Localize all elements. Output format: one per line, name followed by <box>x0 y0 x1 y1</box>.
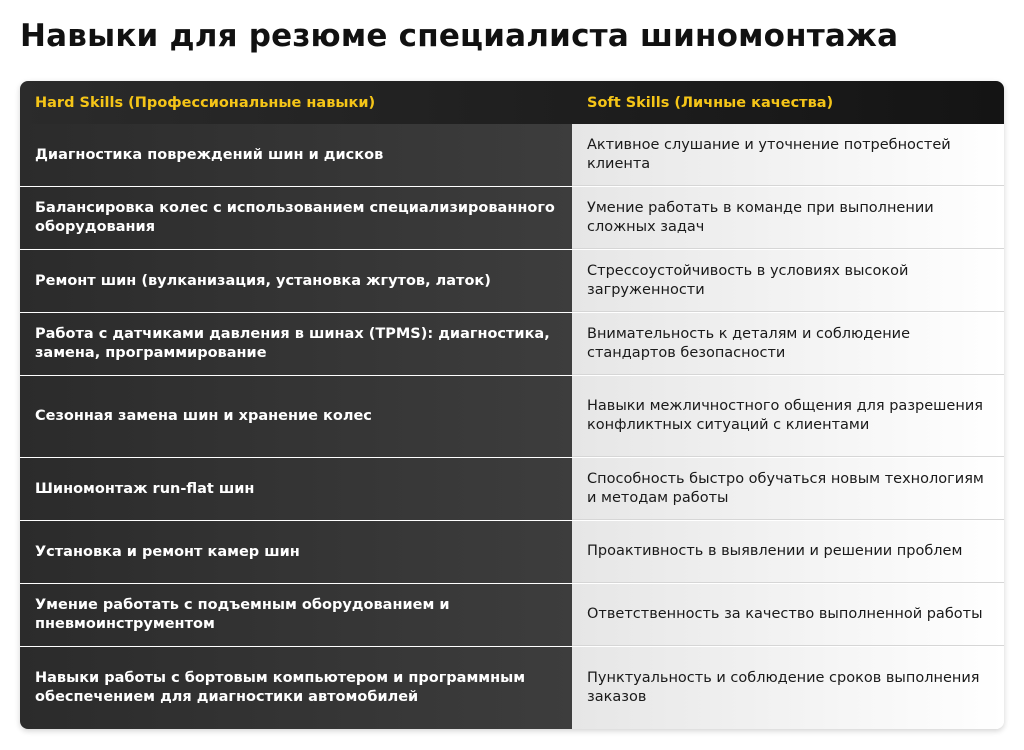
soft-skill-text: Внимательность к деталям и соблюдение стандартов безопасности <box>587 325 911 361</box>
soft-skill-cell <box>572 313 1004 375</box>
page-title: Навыки для резюме специалиста шиномонтажа <box>20 18 899 54</box>
hard-skill-cell <box>20 584 572 646</box>
soft-skill-text: Стрессоустойчивость в условиях высокой загруженности <box>587 262 909 298</box>
soft-skill-text: Умение работать в команде при выполнении сложных задач <box>587 199 934 235</box>
hard-skill-text: Умение работать с подъемным оборудованием и пневмоинструментом <box>35 597 450 632</box>
table-row <box>20 520 1004 583</box>
table-row <box>20 249 1004 312</box>
hard-skill-cell <box>20 521 572 583</box>
soft-skill-text: Пунктуальность и соблюдение сроков выполнения заказов <box>587 670 980 705</box>
table-row <box>20 583 1004 646</box>
soft-skill-text: Активное слушание и уточнение потребностей клиента <box>587 136 951 172</box>
table-row <box>20 186 1004 249</box>
soft-skill-cell <box>572 458 1004 520</box>
hard-skill-cell <box>20 124 572 186</box>
table-header-row <box>20 81 1004 124</box>
header-soft-skills: Soft Skills (Личные качества) <box>587 94 834 111</box>
table-body <box>20 124 1004 729</box>
table-row <box>20 375 1004 457</box>
soft-skill-text: Ответственность за качество выполненной работы <box>587 606 983 622</box>
hard-skill-cell <box>20 376 572 457</box>
hard-skill-cell <box>20 250 572 312</box>
hard-skill-text: Диагностика повреждений шин и дисков <box>35 146 384 163</box>
hard-skill-cell <box>20 313 572 375</box>
soft-skill-cell <box>572 521 1004 583</box>
table-row <box>20 312 1004 375</box>
table-row <box>20 124 1004 186</box>
hard-skill-cell <box>20 458 572 520</box>
hard-skill-text: Работа с датчиками давления в шинах (TPMS): диагностика, замена, программирование <box>35 326 550 361</box>
soft-skill-cell <box>572 187 1004 249</box>
hard-skill-text: Установка и ремонт камер шин <box>35 543 300 560</box>
table-row <box>20 457 1004 520</box>
soft-skill-cell <box>572 250 1004 312</box>
skills-table <box>20 81 1004 729</box>
soft-skill-text: Способность быстро обучаться новым технологиям и методам работы <box>587 470 984 506</box>
hard-skill-cell <box>20 647 572 729</box>
soft-skill-cell <box>572 376 1004 457</box>
hard-skill-text: Балансировка колес с использованием специализированного оборудования <box>35 200 555 235</box>
hard-skill-cell <box>20 187 572 249</box>
soft-skill-text: Навыки межличностного общения для разрешения конфликтных ситуаций с клиентами <box>587 398 983 433</box>
hard-skill-text: Ремонт шин (вулканизация, установка жгутов, латок) <box>35 272 491 289</box>
hard-skill-text: Навыки работы с бортовым компьютером и программным обеспечением для диагностики автомобилей <box>35 670 526 705</box>
soft-skill-cell <box>572 647 1004 729</box>
hard-skill-text: Шиномонтаж run-flat шин <box>35 480 255 497</box>
soft-skill-text: Проактивность в выявлении и решении проблем <box>587 543 963 559</box>
header-hard-skills: Hard Skills (Профессиональные навыки) <box>35 94 376 111</box>
hard-skill-text: Сезонная замена шин и хранение колес <box>35 408 372 424</box>
soft-skill-cell <box>572 124 1004 186</box>
soft-skill-cell <box>572 584 1004 646</box>
table-row <box>20 646 1004 729</box>
